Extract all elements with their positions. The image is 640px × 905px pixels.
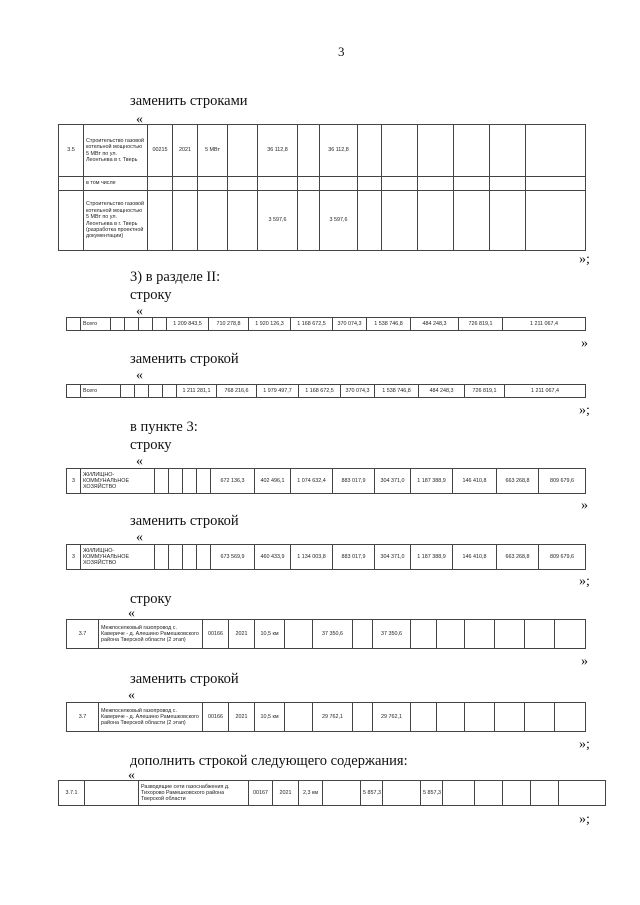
closing-quote: »; — [579, 737, 590, 752]
cell-value: 1 538 746,8 — [375, 385, 419, 398]
opening-quote: « — [128, 606, 135, 621]
opening-quote: « — [128, 768, 135, 783]
cell-number: 3.7.1 — [59, 781, 85, 806]
cell-name: Всего — [81, 318, 111, 331]
cell-value: 146 410,8 — [453, 545, 497, 570]
cell-value: 37 350,6 — [313, 620, 353, 649]
cell-value: 1 168 672,5 — [299, 385, 341, 398]
cell-name: Строительство газовой котельной мощностью 5 МВт по ул. Леонтьева в г. Тверь — [84, 125, 148, 177]
closing-quote: » — [581, 654, 588, 669]
cell-value: 673 569,9 — [211, 545, 255, 570]
table-row — [67, 385, 586, 398]
cell-name: Строительство газовой котельной мощностью 5 МВт по ул. Леонтьева в г. Тверь (разработка проектной документации) — [84, 191, 148, 251]
cell-number: 3 — [67, 545, 81, 570]
cell-value: 672 136,3 — [211, 469, 255, 494]
cell-value: 402 496,1 — [255, 469, 291, 494]
cell-code: 00215 — [148, 125, 173, 177]
table-row-3-7-old — [66, 619, 586, 649]
cell-value: 370 074,3 — [333, 318, 367, 331]
cell-name: ЖИЛИЩНО-КОММУНАЛЬНОЕ ХОЗЯЙСТВО — [81, 545, 155, 570]
instruction-row: строку — [130, 287, 172, 303]
cell-value: 29 762,1 — [313, 703, 353, 732]
table-row — [59, 125, 586, 177]
cell-value: 5 857,3 — [361, 781, 383, 806]
instruction-replace-row: заменить строкой — [130, 513, 239, 529]
cell-value: 663 268,8 — [497, 469, 539, 494]
page-number: 3 — [338, 44, 345, 59]
cell-value: 1 211 067,4 — [503, 318, 586, 331]
cell-year: 2021 — [229, 703, 255, 732]
table-row-3-7-1 — [58, 780, 606, 806]
cell-capacity: 5 МВт — [198, 125, 228, 177]
instruction-replace-row: заменить строкой — [130, 671, 239, 687]
cell-value: 370 074,3 — [341, 385, 375, 398]
cell-code: 00166 — [203, 620, 229, 649]
table-row — [67, 703, 586, 732]
cell-value: 768 216,6 — [217, 385, 257, 398]
cell-value: 1 168 672,5 — [291, 318, 333, 331]
cell-capacity: 10,5 км — [255, 620, 285, 649]
table-row — [67, 620, 586, 649]
table-row-3-7-new — [66, 702, 586, 732]
table-total-new — [66, 384, 586, 398]
cell-value: 1 211 281,1 — [177, 385, 217, 398]
closing-quote: »; — [579, 252, 590, 267]
table-row-3-new — [66, 544, 586, 570]
cell-year: 2021 — [173, 125, 198, 177]
instruction-add-row: дополнить строкой следующего содержания: — [130, 753, 408, 769]
cell-capacity: 10,5 км — [255, 703, 285, 732]
cell-number: 3.7 — [67, 620, 99, 649]
cell-value: 1 187 388,9 — [411, 469, 453, 494]
cell-value: 663 268,8 — [497, 545, 539, 570]
opening-quote: « — [136, 368, 143, 383]
closing-quote: »; — [579, 574, 590, 589]
section-heading: в пункте 3: — [130, 419, 198, 435]
cell-value: 726 819,1 — [459, 318, 503, 331]
cell-number: 3.7 — [67, 703, 99, 732]
cell-value: 29 762,1 — [373, 703, 411, 732]
table-total-old — [66, 317, 586, 331]
cell-value: 3 597,6 — [320, 191, 358, 251]
cell-year: 2021 — [273, 781, 299, 806]
cell-name: Межпоселковый газопровод с. Кавериче - д. Алешино Рамешковского района Тверской области (2 этап) — [99, 703, 203, 732]
cell-value: 304 371,0 — [375, 469, 411, 494]
cell-value: 1 538 746,8 — [367, 318, 411, 331]
cell-value: 1 187 388,9 — [411, 545, 453, 570]
closing-quote: »; — [579, 403, 590, 418]
cell-name: Разводящие сети газоснабжения д. Тихорово Рамешковского района Тверской области — [139, 781, 249, 806]
cell-value: 883 017,9 — [333, 545, 375, 570]
cell-value: 304 371,0 — [375, 545, 411, 570]
instruction-replace-row: заменить строкой — [130, 351, 239, 367]
opening-quote: « — [136, 454, 143, 469]
instruction-replace-rows: заменить строками — [130, 93, 248, 109]
cell-capacity: 2,3 км — [299, 781, 323, 806]
cell-name: в том числе — [84, 177, 148, 191]
opening-quote: « — [136, 112, 143, 127]
closing-quote: » — [581, 336, 588, 351]
cell-code: 00166 — [203, 703, 229, 732]
cell-value: 5 857,3 — [421, 781, 443, 806]
cell-value: 484 248,3 — [419, 385, 465, 398]
cell-value: 37 350,6 — [373, 620, 411, 649]
table-row — [67, 545, 586, 570]
cell-value: 726 819,1 — [465, 385, 505, 398]
closing-quote: »; — [579, 812, 590, 827]
cell-value: 883 017,9 — [333, 469, 375, 494]
cell-name: Всего — [81, 385, 121, 398]
cell-value: 36 112,8 — [320, 125, 358, 177]
cell-value: 1 920 126,3 — [249, 318, 291, 331]
cell-number: 3 — [67, 469, 81, 494]
table-rows-3-5 — [58, 124, 586, 251]
instruction-row: строку — [130, 591, 172, 607]
closing-quote: » — [581, 498, 588, 513]
opening-quote: « — [128, 688, 135, 703]
cell-value: 36 112,8 — [258, 125, 298, 177]
cell-value: 1 074 632,4 — [291, 469, 333, 494]
cell-value: 484 248,3 — [411, 318, 459, 331]
table-row — [59, 781, 606, 806]
opening-quote: « — [136, 530, 143, 545]
opening-quote: « — [136, 304, 143, 319]
table-row — [67, 469, 586, 494]
table-row — [59, 177, 586, 191]
table-row — [67, 318, 586, 331]
cell-value: 3 597,6 — [258, 191, 298, 251]
cell-value: 809 679,6 — [539, 545, 586, 570]
cell-value: 809 679,6 — [539, 469, 586, 494]
cell-value: 146 410,8 — [453, 469, 497, 494]
cell-name: Межпоселковый газопровод с. Кавериче - д. Алешино Рамешковского района Тверской области (2 этап) — [99, 620, 203, 649]
cell-code: 00167 — [249, 781, 273, 806]
cell-value: 1 211 067,4 — [505, 385, 586, 398]
cell-value: 1 209 843,5 — [167, 318, 209, 331]
cell-year: 2021 — [229, 620, 255, 649]
section-heading: 3) в разделе II: — [130, 269, 221, 285]
table-row-3-old — [66, 468, 586, 494]
table-row — [59, 191, 586, 251]
cell-value: 1 134 003,8 — [291, 545, 333, 570]
cell-value: 460 433,9 — [255, 545, 291, 570]
cell-name: ЖИЛИЩНО-КОММУНАЛЬНОЕ ХОЗЯЙСТВО — [81, 469, 155, 494]
instruction-row: строку — [130, 437, 172, 453]
cell-number: 3.5 — [59, 125, 84, 177]
cell-value: 710 278,8 — [209, 318, 249, 331]
cell-value: 1 979 497,7 — [257, 385, 299, 398]
